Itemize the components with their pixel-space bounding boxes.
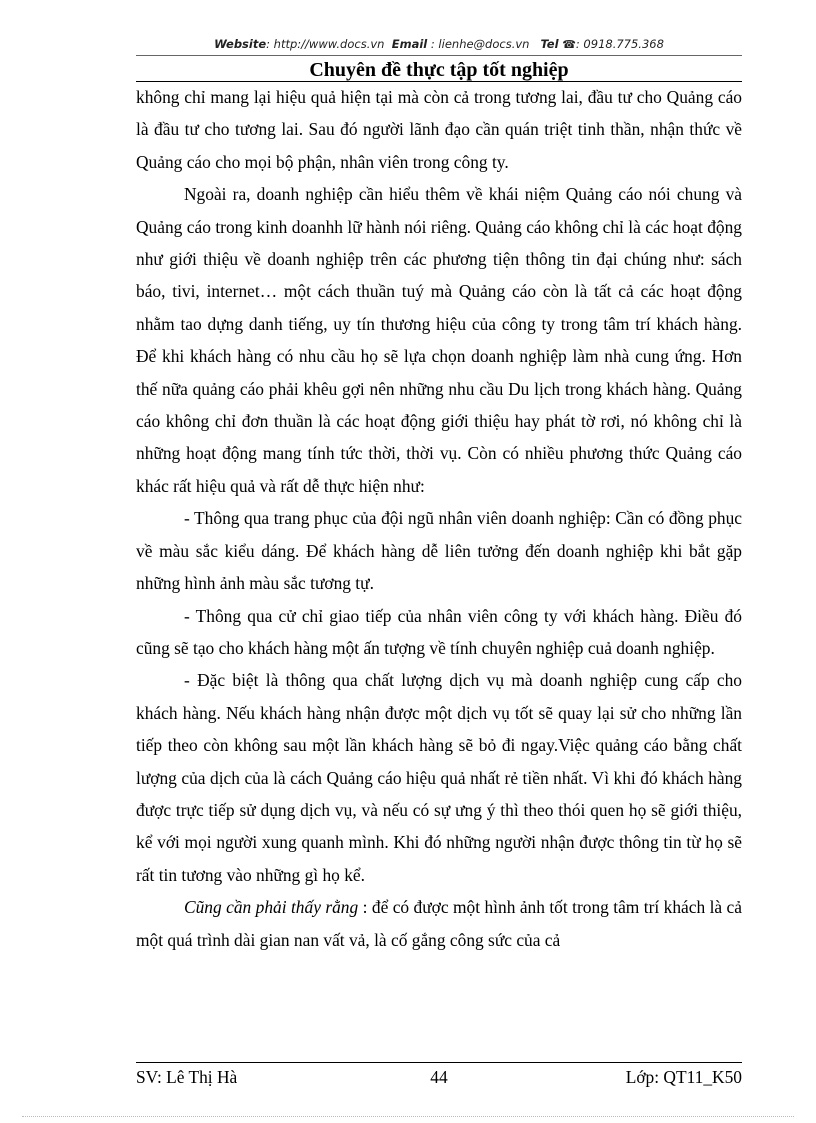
paragraph-bullet: - Thông qua trang phục của đội ngũ nhân viên doanh nghiệp: Cần có đồng phục về màu sắc kiểu dáng. Để khách hàng dễ liên tưởng đến doanh nghiệp khi bắt gặp những hình ảnh màu sắc tương tự.	[136, 508, 742, 594]
email-label: Email	[391, 37, 428, 51]
page-footer	[136, 1067, 742, 1091]
tel-label: Tel	[540, 37, 559, 51]
page-bottom-dotted-line	[22, 1116, 794, 1117]
email-value: : lienhe@docs.vn	[430, 37, 530, 51]
page-title: Chuyên đề thực tập tốt nghiệp	[309, 59, 569, 81]
tel-value: : 0918.775.368	[575, 37, 664, 51]
footer-divider	[136, 1062, 742, 1063]
paragraph-last	[136, 891, 742, 956]
paragraph-continuation: không chỉ mang lại hiệu quả hiện tại mà còn cả trong tương lai, đầu tư cho Quảng cáo là đầu tư cho tương lai. Sau đó người lãnh đạo cần quán triệt tinh thần, nhận thức về Quảng cáo cho mọi bộ phận, nhân viên trong công ty.	[136, 87, 742, 172]
phone-icon: ☎	[562, 38, 576, 51]
document-body	[136, 81, 742, 956]
footer-page-number: 44	[430, 1067, 448, 1087]
italic-lead: Cũng cần phải thấy rằng	[184, 897, 359, 918]
website-header	[136, 37, 742, 51]
header-divider	[136, 55, 742, 56]
website-label: Website	[214, 37, 267, 51]
paragraph-bullet: - Đặc biệt là thông qua chất lượng dịch vụ mà doanh nghiệp cung cấp cho khách hàng. Nếu khách hàng nhận được một dịch vụ tốt sẽ quay lại sử cho những lần tiếp theo còn không sau một lần khách hàng sẽ bỏ đi ngay.Việc quảng cáo bằng chất lượng của dịch của là cách Quảng cáo hiệu quả nhất rẻ tiền nhất. Vì khi đó khách hàng được trực tiếp sử dụng dịch vụ, và nếu có sự ưng ý thì theo thói quen họ sẽ giới thiệu, kể với mọi người xung quanh mình. Khi đó những người nhận được thông tin từ họ sẽ rất tin tương vào những gì họ kể.	[136, 670, 742, 885]
paragraph-rest: : để có được một hình ảnh tốt trong tâm trí khách là cả một quá trình dài gian nan vất vả, là cố gắng công sức của cả	[136, 897, 742, 950]
website-value: : http://www.docs.vn	[266, 37, 385, 51]
paragraph: Ngoài ra, doanh nghiệp cần hiểu thêm về khái niệm Quảng cáo nói chung và Quảng cáo trong kinh doanhh lữ hành nói riêng. Quảng cáo không chỉ là các hoạt động như giới thiệu về doanh nghiệp trên các phương tiện thông tin đại chúng như: sách báo, tivi, internet… một cách thuần tuý mà Quảng cáo còn là tất cả các hoạt động nhằm tao dựng danh tiếng, uy tín thương hiệu của công ty trong tâm trí khách hàng. Để khi khách hàng có nhu cầu họ sẽ lựa chọn doanh nghiệp làm nhà cung ứng. Hơn thế nữa quảng cáo phải khêu gợi nên những nhu cầu Du lịch trong khách hàng. Quảng cáo không chỉ đơn thuần là các hoạt động giới thiệu hay phát tờ rơi, nó không chỉ là những hoạt động mang tính tức thời, thời vụ. Còn có nhiều phương thức Quảng cáo khác rất hiệu quả và rất dễ thực hiện như:	[136, 184, 742, 496]
footer-class: Lớp: QT11_K50	[625, 1067, 742, 1087]
paragraph-bullet: - Thông qua cử chỉ giao tiếp của nhân viên công ty với khách hàng. Điều đó cũng sẽ tạo cho khách hàng một ấn tượng về tính chuyên nghiệp cuả doanh nghiệp.	[136, 605, 742, 658]
footer-student: SV: Lê Thị Hà	[136, 1067, 238, 1087]
